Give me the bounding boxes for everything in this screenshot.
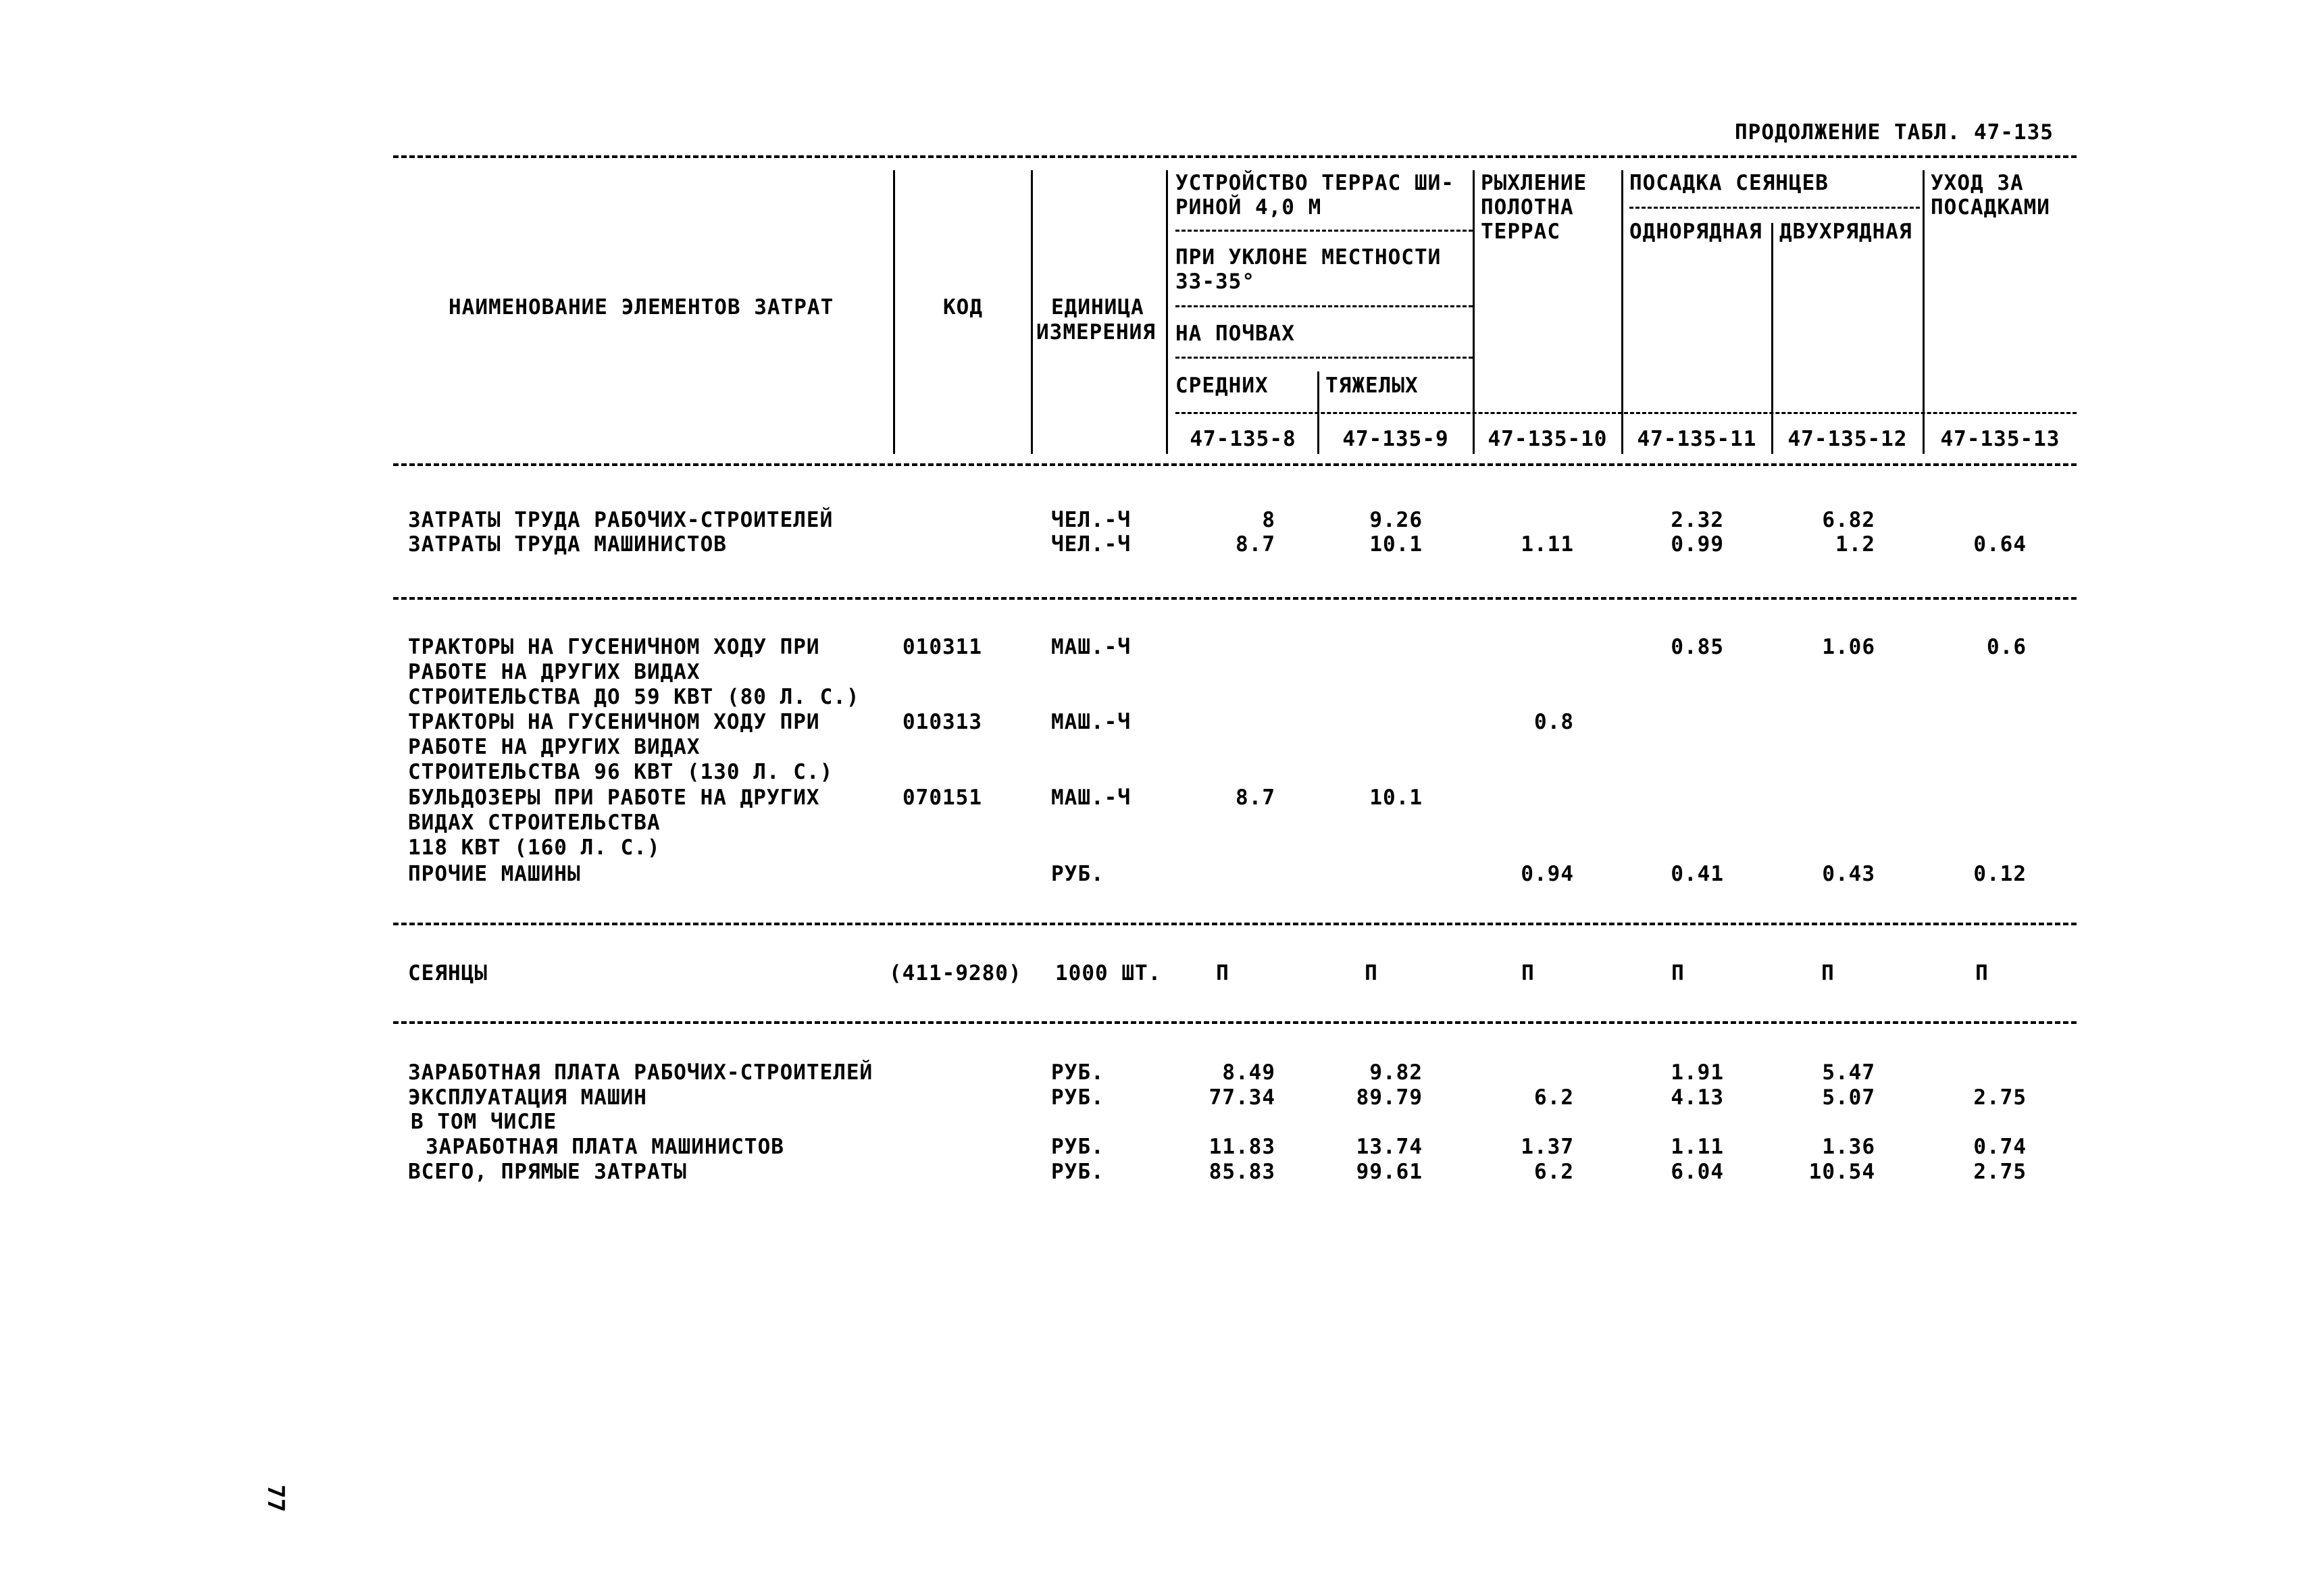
row-name: СЕЯНЦЫ (408, 961, 488, 985)
header-bottom-rule (393, 463, 2077, 466)
row-name: 118 КВТ (160 Л. С.) (408, 835, 661, 860)
col-rule-double (1923, 170, 1925, 454)
page-number: 77 (262, 1485, 289, 1512)
code-col-3: 47-135-10 (1488, 427, 1608, 451)
row-value: 4.13 (1671, 1085, 1724, 1110)
section-rule-1 (393, 597, 2077, 600)
header-slope-2: 33-35° (1175, 269, 1255, 294)
row-value: П (1365, 961, 1378, 985)
row-value: 6.82 (1822, 508, 1875, 532)
header-care-2: ПОСАДКАМИ (1931, 195, 2050, 220)
row-value: П (1821, 961, 1835, 985)
row-value: 0.94 (1521, 862, 1574, 886)
header-unit-2: ИЗМЕРЕНИЯ (1036, 320, 1156, 344)
row-name: СТРОИТЕЛЬСТВА 96 КВТ (130 Л. С.) (408, 760, 834, 784)
row-value: 10.1 (1369, 532, 1423, 557)
row-value: 10.1 (1369, 786, 1423, 810)
hdr-rule-soils (1175, 357, 1473, 359)
row-name: ЭКСПЛУАТАЦИЯ МАШИН (408, 1085, 647, 1110)
row-unit: 1000 ШТ. (1055, 961, 1162, 985)
row-value: 6.2 (1534, 1160, 1574, 1184)
row-value: 2.75 (1973, 1160, 2027, 1184)
row-value: П (1521, 961, 1535, 985)
header-medium: СРЕДНИХ (1175, 374, 1269, 398)
row-name: ТРАКТОРЫ НА ГУСЕНИЧНОМ ХОДУ ПРИ (408, 710, 820, 734)
header-name: НАИМЕНОВАНИЕ ЭЛЕМЕНТОВ ЗАТРАТ (449, 295, 834, 319)
row-value: 9.26 (1369, 508, 1423, 532)
code-col-4: 47-135-11 (1637, 427, 1757, 451)
row-value: 0.12 (1973, 862, 2027, 886)
col-rule-terraces (1473, 170, 1475, 454)
row-value: 9.82 (1369, 1060, 1423, 1085)
header-code: КОД (943, 295, 983, 319)
row-value: 0.74 (1973, 1135, 2027, 1159)
row-value: 1.91 (1671, 1060, 1724, 1085)
hdr-rule-slope (1175, 305, 1473, 307)
row-name: ТРАКТОРЫ НА ГУСЕНИЧНОМ ХОДУ ПРИ (408, 635, 820, 659)
row-unit: МАШ.-Ч (1051, 710, 1131, 734)
row-value: 0.41 (1671, 862, 1724, 886)
row-value: 8.7 (1236, 532, 1275, 557)
row-unit: РУБ. (1051, 1060, 1104, 1085)
row-value: 1.2 (1835, 532, 1875, 557)
row-name: В ТОМ ЧИСЛЕ (411, 1110, 557, 1134)
row-unit: ЧЕЛ.-Ч (1051, 532, 1131, 557)
row-value: 11.83 (1209, 1135, 1275, 1159)
row-unit: РУБ. (1051, 1085, 1104, 1110)
hdr-rule-terraces (1175, 230, 1473, 232)
row-value: 1.11 (1521, 532, 1574, 557)
row-code: 070151 (903, 786, 982, 810)
row-value: 89.79 (1356, 1085, 1423, 1110)
continuation-title: ПРОДОЛЖЕНИЕ ТАБЛ. 47-135 (1735, 120, 2054, 145)
col-rule-name (893, 170, 895, 454)
row-value: 0.64 (1973, 532, 2027, 557)
header-terraces-2: РИНОЙ 4,0 М (1175, 195, 1322, 220)
row-value: П (1671, 961, 1685, 985)
section-rule-3 (393, 1021, 2077, 1024)
row-value: 1.36 (1822, 1135, 1875, 1159)
col-rule-loosening (1621, 170, 1623, 454)
header-heavy: ТЯЖЕЛЫХ (1325, 374, 1419, 398)
row-name: ВИДАХ СТРОИТЕЛЬСТВА (408, 810, 661, 835)
row-name: ЗАТРАТЫ ТРУДА РАБОЧИХ-СТРОИТЕЛЕЙ (408, 508, 834, 532)
row-value: 2.75 (1973, 1085, 2027, 1110)
row-value: 77.34 (1209, 1085, 1275, 1110)
row-value: П (1975, 961, 1989, 985)
row-name: ПРОЧИЕ МАШИНЫ (408, 862, 581, 886)
hdr-rule-codes (1175, 412, 2077, 414)
row-value: 5.07 (1822, 1085, 1875, 1110)
row-code: 010313 (903, 710, 982, 734)
row-value: 99.61 (1356, 1160, 1423, 1184)
row-unit: РУБ. (1051, 1160, 1104, 1184)
col-rule-code (1031, 170, 1033, 454)
section-rule-2 (393, 923, 2077, 925)
header-single-row: ОДНОРЯДНАЯ (1629, 220, 1762, 244)
col-rule-unit (1166, 170, 1168, 454)
row-value: 1.11 (1671, 1135, 1724, 1159)
row-code: 010311 (903, 635, 982, 659)
row-unit: РУБ. (1051, 1135, 1104, 1159)
row-unit: МАШ.-Ч (1051, 635, 1131, 659)
header-slope-1: ПРИ УКЛОНЕ МЕСТНОСТИ (1175, 245, 1442, 269)
row-value: 5.47 (1822, 1060, 1875, 1085)
row-value: 8.7 (1236, 786, 1275, 810)
row-value: 10.54 (1808, 1160, 1875, 1184)
row-value: 0.43 (1822, 862, 1875, 886)
row-unit: ЧЕЛ.-Ч (1051, 508, 1131, 532)
code-col-1: 47-135-8 (1190, 427, 1296, 451)
row-unit: РУБ. (1051, 862, 1104, 886)
row-value: 85.83 (1209, 1160, 1275, 1184)
row-value: 13.74 (1356, 1135, 1423, 1159)
row-value: 8 (1262, 508, 1275, 532)
row-value: 0.99 (1671, 532, 1724, 557)
row-name: БУЛЬДОЗЕРЫ ПРИ РАБОТЕ НА ДРУГИХ (408, 786, 820, 810)
code-col-2: 47-135-9 (1342, 427, 1449, 451)
col-rule-single (1771, 223, 1773, 454)
header-planting: ПОСАДКА СЕЯНЦЕВ (1629, 171, 1829, 195)
row-value: 1.06 (1822, 635, 1875, 659)
row-value: 1.37 (1521, 1135, 1574, 1159)
row-name: ЗАРАБОТНАЯ ПЛАТА МАШИНИСТОВ (426, 1135, 784, 1159)
header-care-1: УХОД ЗА (1931, 171, 2024, 195)
row-value: 0.85 (1671, 635, 1724, 659)
hdr-rule-planting (1629, 207, 1920, 209)
row-value: 6.04 (1671, 1160, 1724, 1184)
header-loosening-3: ТЕРРАС (1481, 220, 1560, 244)
row-value: П (1216, 961, 1229, 985)
row-value: 0.6 (1987, 635, 2027, 659)
row-name: ЗАРАБОТНАЯ ПЛАТА РАБОЧИХ-СТРОИТЕЛЕЙ (408, 1060, 873, 1085)
row-unit: МАШ.-Ч (1051, 786, 1131, 810)
header-soils: НА ПОЧВАХ (1175, 321, 1295, 346)
row-name: РАБОТЕ НА ДРУГИХ ВИДАХ (408, 735, 701, 759)
row-code: (411-9280) (889, 961, 1022, 985)
row-value: 0.8 (1534, 710, 1574, 734)
row-name: ВСЕГО, ПРЯМЫЕ ЗАТРАТЫ (408, 1160, 687, 1184)
header-loosening-2: ПОЛОТНА (1481, 195, 1574, 220)
header-loosening-1: РЫХЛЕНИЕ (1481, 171, 1587, 195)
header-terraces-1: УСТРОЙСТВО ТЕРРАС ШИ- (1175, 171, 1454, 195)
code-col-6: 47-135-13 (1940, 427, 2060, 451)
row-name: ЗАТРАТЫ ТРУДА МАШИНИСТОВ (408, 532, 727, 557)
code-col-5: 47-135-12 (1787, 427, 1908, 451)
header-double-row: ДВУХРЯДНАЯ (1779, 220, 1912, 244)
row-value: 2.32 (1671, 508, 1724, 532)
row-name: РАБОТЕ НА ДРУГИХ ВИДАХ (408, 660, 701, 684)
row-value: 6.2 (1534, 1085, 1574, 1110)
header-unit-1: ЕДИНИЦА (1051, 295, 1144, 319)
row-name: СТРОИТЕЛЬСТВА ДО 59 КВТ (80 Л. С.) (408, 685, 860, 709)
row-value: 8.49 (1222, 1060, 1275, 1085)
header-top-rule (393, 155, 2077, 158)
